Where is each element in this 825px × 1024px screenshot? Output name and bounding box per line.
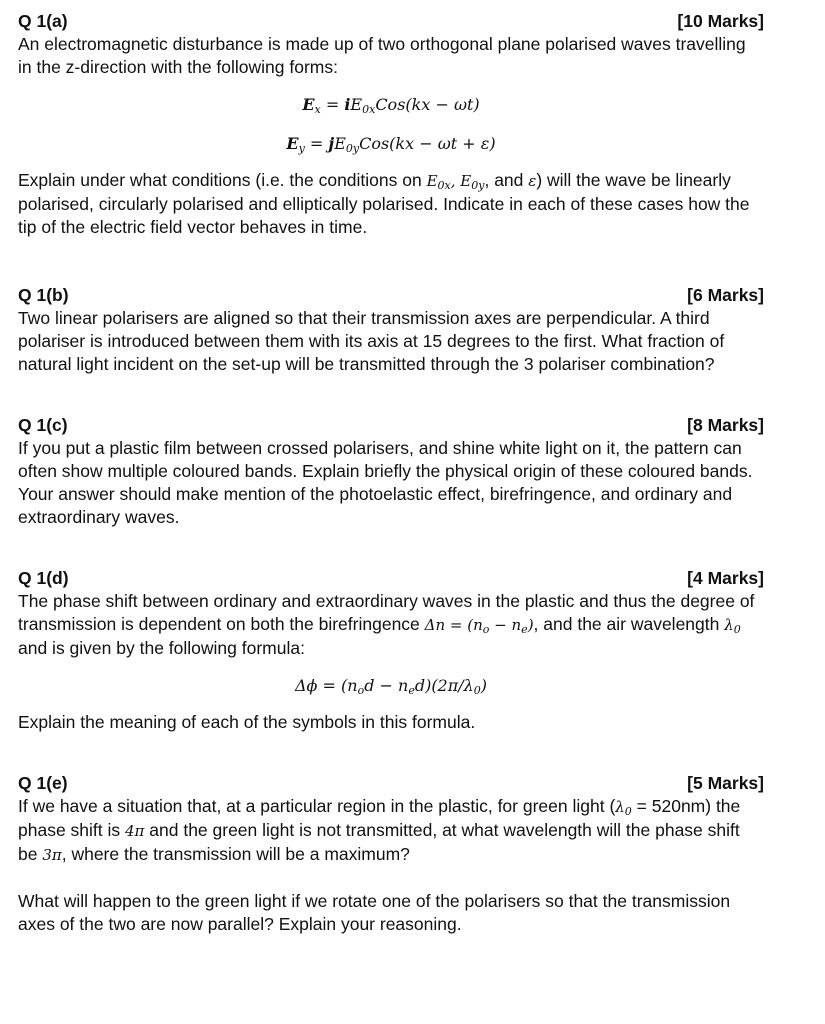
question-body: Explain under what conditions (i.e. the conditions on $E_{0x}$, $E_{0y}$, and ε) will the wave be linearly polarised, circularly polarised and elliptically polarised. Indicate in each of these cases how the tip of the electric field vector behaves in time. (18, 170, 750, 237)
question-marks: [10 Marks] (677, 11, 764, 31)
question-id: Q 1(d) (18, 568, 69, 588)
question-marks: [8 Marks] (687, 415, 764, 435)
question-id: Q 1(c) (18, 415, 68, 435)
question-header (18, 414, 764, 437)
question-intro: An electromagnetic disturbance is made up of two orthogonal plane polarised waves travelling in the z-direction with the following forms: (18, 34, 746, 77)
question-followup: What will happen to the green light if we rotate one of the polarisers so that the transmission axes of the two are now parallel? Explain your reasoning. (18, 891, 731, 934)
question-id: Q 1(a) (18, 11, 68, 31)
equation-ex: $E_x = iE_{0x}Cos(kx - \omega t)$ (302, 95, 480, 116)
question-id: Q 1(b) (18, 285, 69, 305)
question-header (18, 772, 764, 795)
question-marks: [5 Marks] (687, 773, 764, 793)
question-marks: [6 Marks] (687, 285, 764, 305)
question-1d (18, 567, 764, 734)
equation-ey: $E_y = jE_{0y}Cos(kx - \omega t + \varepsilon)$ (286, 134, 496, 155)
question-explain: Explain the meaning of each of the symbols in this formula. (18, 712, 476, 732)
question-1c (18, 414, 764, 529)
question-sheet (18, 10, 764, 936)
question-id: Q 1(e) (18, 773, 68, 793)
question-marks: [4 Marks] (687, 568, 764, 588)
question-header (18, 567, 764, 590)
question-text: Two linear polarisers are aligned so that their transmission axes are perpendicular. A third polariser is introduced between them with its axis at 15 degrees to the first. What fraction of natural light incident on the set-up will be transmitted through the 3 polariser combination? (18, 308, 725, 374)
question-text: The phase shift between ordinary and extraordinary waves in the plastic and thus the degree of transmission is dependent on both the birefringence $\Delta n = (n_o - n_e)$, and the air wavelength $\lambda_0$ and is given by the following formula: (18, 591, 755, 658)
question-1a (18, 10, 764, 239)
question-header (18, 284, 764, 307)
equation-phase-shift: $\Delta\phi = (n_od - n_ed)(2\pi/\lambda_0)$ (294, 676, 488, 697)
question-header (18, 10, 764, 33)
question-1b (18, 284, 764, 376)
question-text: If we have a situation that, at a particular region in the plastic, for green light $(\lambda_0 = 520nm)$ the phase shift is 4π and the green light is not transmitted, at what wavelength will the phase shift be 3π, where the transmission will be a maximum? (18, 796, 741, 864)
question-text: If you put a plastic film between crossed polarisers, and shine white light on it, the pattern can often show multiple coloured bands. Explain briefly the physical origin of these coloured bands. Your answer should make mention of the photoelastic effect, birefringence, and ordinary and extraordinary waves. (18, 438, 753, 527)
question-1e (18, 772, 764, 936)
